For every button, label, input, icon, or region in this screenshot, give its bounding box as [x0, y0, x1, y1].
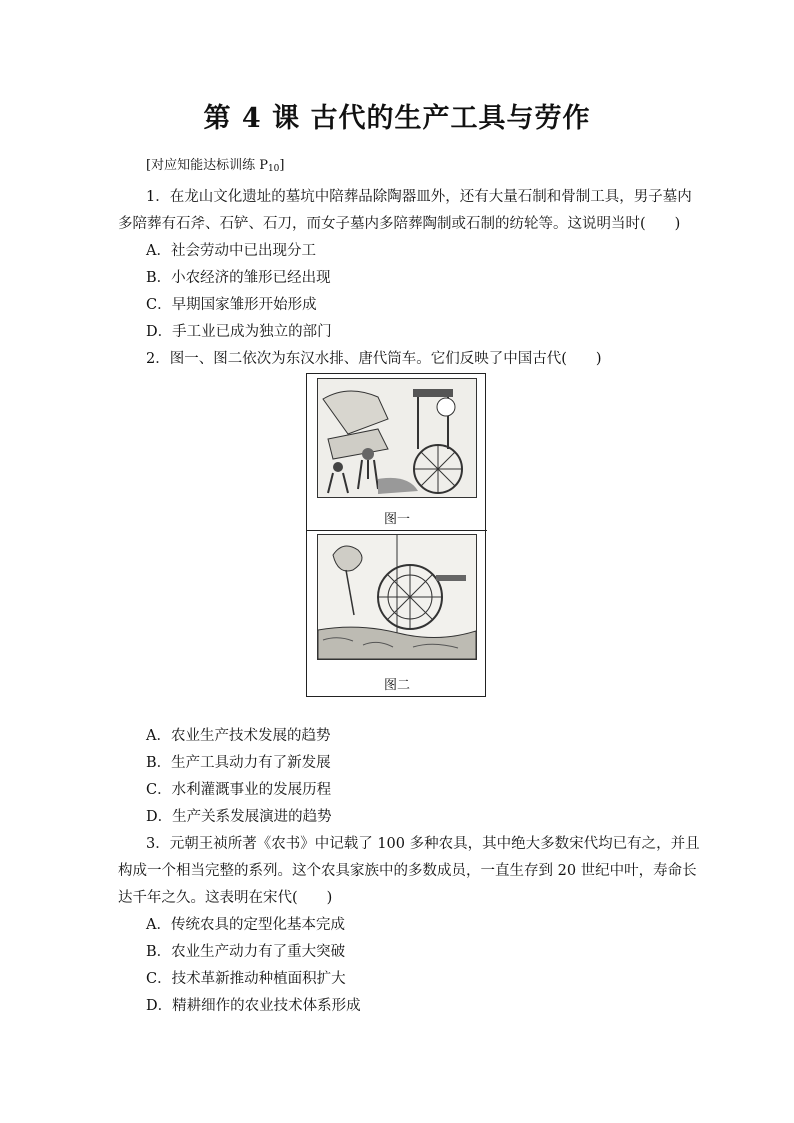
q2-option-a: A．农业生产技术发展的趋势 [146, 728, 331, 744]
question-1-text: 1．在龙山文化遗址的墓坑中陪葬品除陶器皿外，还有大量石制和骨制工具，男子墓内 [146, 189, 692, 205]
q2-option-b: B．生产工具动力有了新发展 [146, 755, 331, 771]
q1-option-c: C．早期国家雏形开始形成 [146, 297, 317, 313]
question-3-text: 3．元朝王祯所著《农书》中记载了 100 多种农具，其中绝大多数宋代均已有之，并且 [146, 836, 700, 852]
question-3-text-end: 达千年之久。这表明在宋代( ) [118, 890, 333, 906]
question-3-text-cont: 构成一个相当完整的系列。这个农具家族中的多数成员，一直生存到 20 世纪中叶，寿命长 [118, 863, 697, 879]
figure-2-caption: 图二 [383, 678, 410, 693]
tube-waterwheel-illustration [317, 534, 477, 660]
q1-option-b: B．小农经济的雏形已经出现 [146, 270, 331, 286]
q1-option-d: D．手工业已成为独立的部门 [146, 324, 332, 340]
figure-1-caption: 图一 [383, 512, 410, 527]
q3-option-c: C．技术革新推动种植面积扩大 [146, 971, 346, 987]
q3-option-b: B．农业生产动力有了重大突破 [146, 944, 346, 960]
water-bellows-illustration [317, 378, 477, 498]
page-title: 第 4 课 古代的生产工具与劳作 [203, 103, 591, 134]
water-bellows-drawing [318, 379, 476, 497]
figure-panel [306, 373, 486, 697]
figure-divider [307, 530, 487, 531]
q3-option-a: A．传统农具的定型化基本完成 [146, 917, 345, 933]
tube-waterwheel-drawing [318, 535, 476, 659]
q3-option-d: D．精耕细作的农业技术体系形成 [146, 998, 361, 1014]
q1-option-a: A．社会劳动中已出现分工 [146, 243, 316, 259]
reference-note: [对应知能达标训练 $P_{10}$] [146, 158, 285, 174]
q2-option-c: C．水利灌溉事业的发展历程 [146, 782, 332, 798]
question-2-text: 2．图一、图二依次为东汉水排、唐代筒车。它们反映了中国古代( ) [146, 351, 602, 367]
q2-option-d: D．生产关系发展演进的趋势 [146, 809, 332, 825]
question-1-text-cont: 多陪葬有石斧、石铲、石刀，而女子墓内多陪葬陶制或石制的纺轮等。这说明当时( ) [118, 216, 681, 232]
